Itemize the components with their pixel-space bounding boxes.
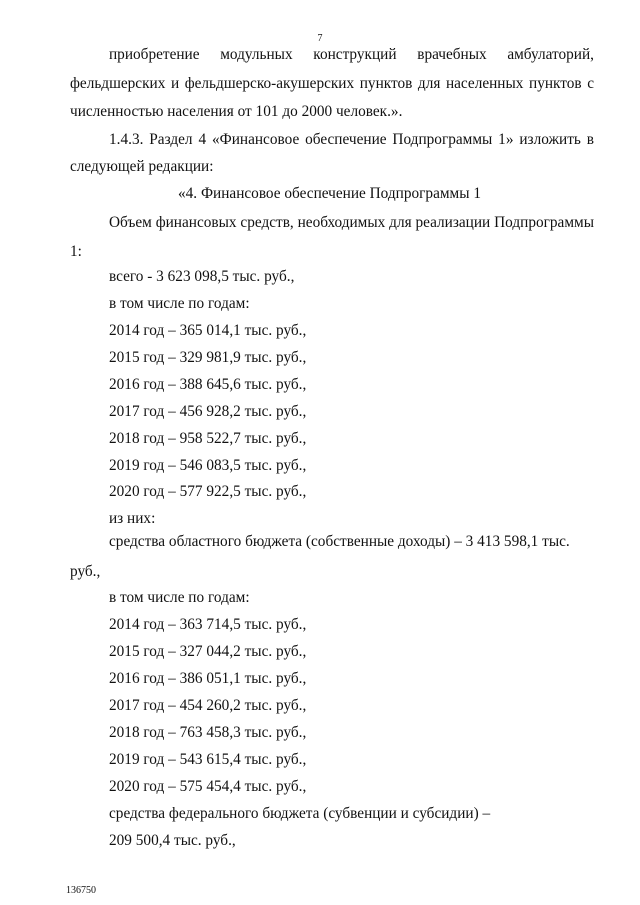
text-line: 2018 год – 958 522,7 тыс. руб., [109,430,307,447]
text-line: следующей редакции: [70,158,214,175]
text-line: 2014 год – 363 714,5 тыс. руб., [109,616,307,633]
text-line: 2020 год – 575 454,4 тыс. руб., [109,778,307,795]
text-line: 2015 год – 329 981,9 тыс. руб., [109,349,307,366]
text-line: руб., [70,563,101,580]
text-line: 2014 год – 365 014,1 тыс. руб., [109,322,307,339]
text-line: 2016 год – 386 051,1 тыс. руб., [109,670,307,687]
text-line: всего - 3 623 098,5 тыс. руб., [109,268,295,285]
text-line: 2017 год – 456 928,2 тыс. руб., [109,403,307,420]
footer-code: 136750 [66,885,96,896]
text-line: 2019 год – 543 615,4 тыс. руб., [109,751,307,768]
text-line: 2018 год – 763 458,3 тыс. руб., [109,724,307,741]
text-line: численностью населения от 101 до 2000 человек.». [70,103,403,120]
text-line: 2020 год – 577 922,5 тыс. руб., [109,483,307,500]
page-number: 7 [317,33,323,44]
text-line: средства федерального бюджета (субвенции и субсидии) – [109,805,491,822]
text-line: в том числе по годам: [109,295,250,312]
text-line: фельдшерских и фельдшерско-акушерских пунктов для населенных пунктов с [70,75,594,92]
text-line: приобретение модульных конструкций врачебных амбулаторий, [109,46,594,63]
text-line: Объем финансовых средств, необходимых для реализации Подпрограммы [109,214,594,231]
text-line: 209 500,4 тыс. руб., [109,832,236,849]
text-line: 2016 год – 388 645,6 тыс. руб., [109,376,307,393]
text-line: из них: [109,510,156,527]
text-line: 2015 год – 327 044,2 тыс. руб., [109,643,307,660]
section-heading: «4. Финансовое обеспечение Подпрограммы 1 [178,185,481,202]
text-line: 1.4.3. Раздел 4 «Финансовое обеспечение Подпрограммы 1» изложить в [109,131,594,148]
text-line: 1: [70,243,82,260]
text-line: средства областного бюджета (собственные доходы) – 3 413 598,1 тыс. [109,533,570,550]
text-line: в том числе по годам: [109,589,250,606]
text-line: 2017 год – 454 260,2 тыс. руб., [109,697,307,714]
text-line: 2019 год – 546 083,5 тыс. руб., [109,457,307,474]
